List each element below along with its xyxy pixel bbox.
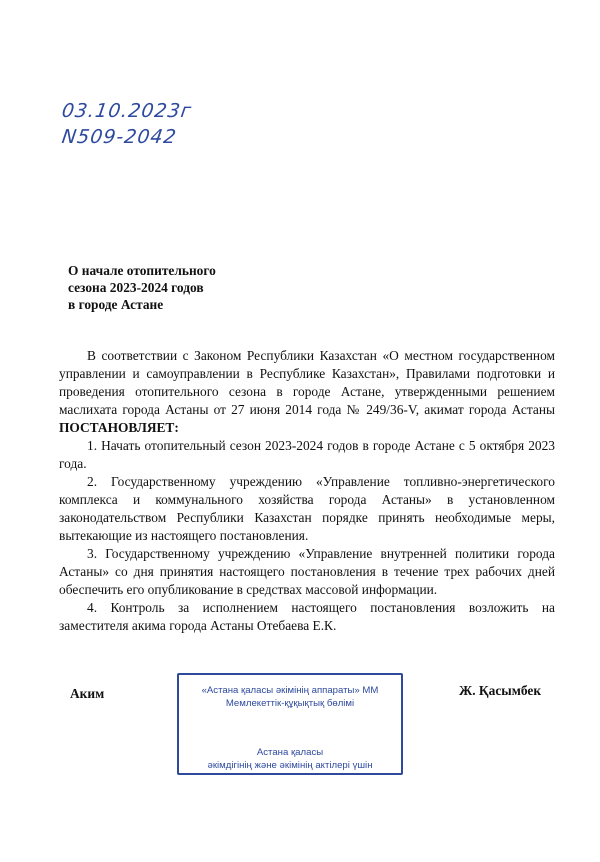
- handwritten-number: N509-2042: [60, 126, 179, 148]
- title-line: в городе Астане: [68, 297, 164, 312]
- registration-stamp: [177, 673, 403, 775]
- document-body: [59, 347, 555, 635]
- item-1: 1. Начать отопительный сезон 2023-2024 годов в городе Астане с 5 октября 2023 года.: [59, 438, 555, 471]
- item-2: 2. Государственному учреждению «Управление топливно-энергетического комплекса и коммунального хозяйства города Астаны» в установленном законодательством Республики Казахстан порядке принять необходимые меры, вытекающие из настоящего постановления.: [59, 474, 555, 543]
- signature-position: Аким: [70, 686, 105, 701]
- preamble-paragraph: [59, 347, 555, 437]
- handwritten-date: 03.10.2023г: [60, 100, 194, 122]
- signature-name: Ж. Қасымбек: [459, 683, 542, 698]
- document-title: [68, 262, 216, 313]
- preamble-bold: ПОСТАНОВЛЯЕТ:: [59, 420, 179, 435]
- item-4: 4. Контроль за исполнением настоящего постановления возложить на заместителя акима города Астаны Отебаева Е.К.: [59, 600, 555, 633]
- title-line: О начале отопительного: [68, 263, 216, 278]
- stamp-line-1: «Астана қаласы әкімінің аппараты» ММ: [201, 685, 379, 696]
- item-3: 3. Государственному учреждению «Управление внутренней политики города Астаны» со дня принятия настоящего постановления в течение трех рабочих дней обеспечить его опубликование в средствах массовой информации.: [59, 546, 555, 597]
- preamble-text: В соответствии с Законом Республики Казахстан «О местном государственном управлении и самоуправлении в Республике Казахстан», Правилами подготовки и проведения отопительного сезона в городе Астане, утвержденными решением маслихата города Астаны от 27 июня 2014 года № 249/36-V, акимат города Астаны: [59, 348, 555, 417]
- stamp-line-4: әкімдігінің және әкімінің актілері үшін: [207, 760, 373, 771]
- stamp-line-3: Астана қаласы: [256, 747, 324, 758]
- stamp-line-2: Мемлекеттік-құқықтық бөлімі: [225, 698, 355, 709]
- title-line: сезона 2023-2024 годов: [68, 280, 204, 295]
